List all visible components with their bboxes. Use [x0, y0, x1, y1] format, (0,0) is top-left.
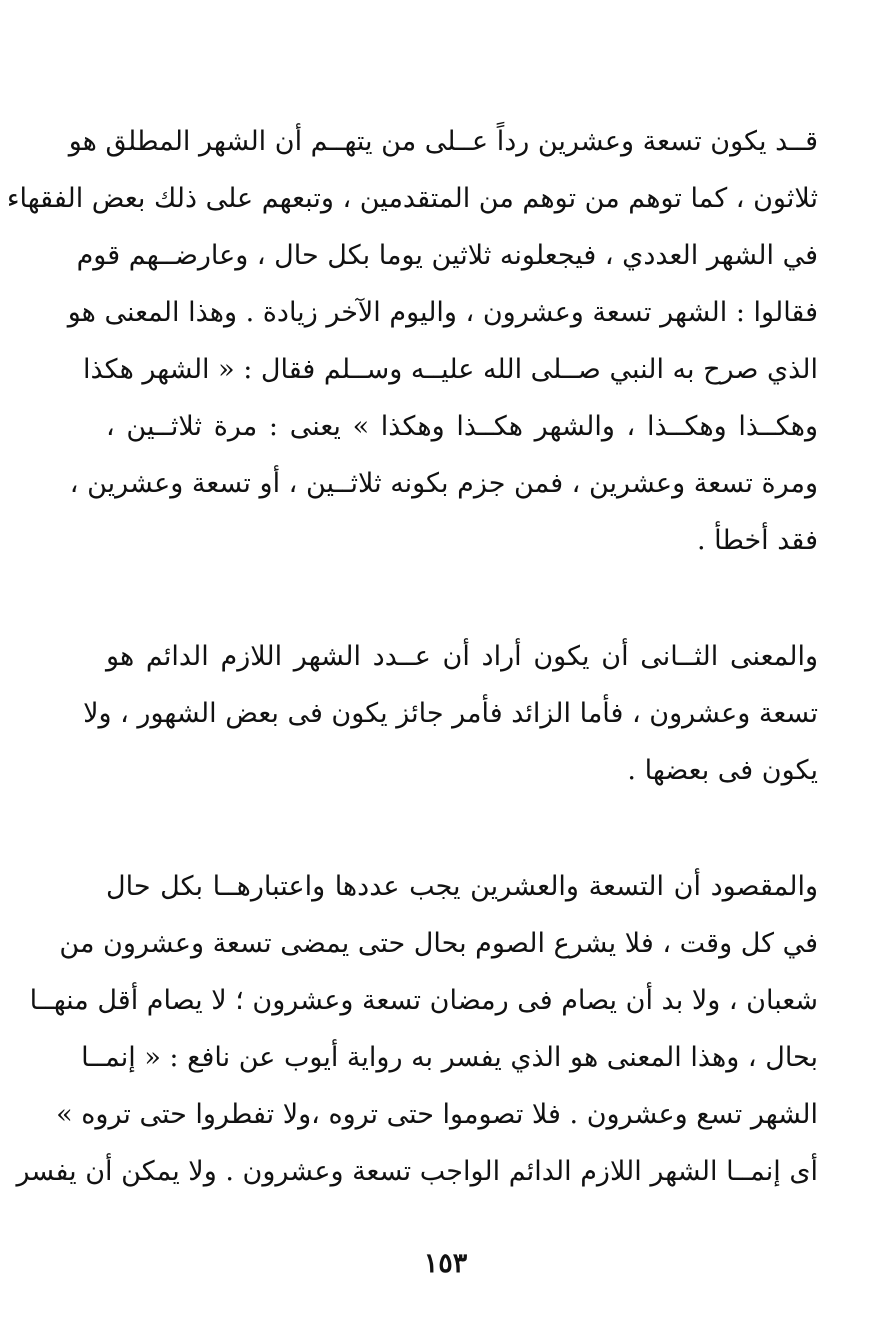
paragraph-2-line-3: يكون فى بعضها .: [627, 755, 818, 786]
paragraph-3-line-4: بحال ، وهذا المعنى هو الذي يفسر به رواية أيوب عن نافع : « إنمــا: [81, 1042, 818, 1073]
paragraph-2: [83, 628, 818, 799]
paragraph-3-line-6: أى إنمــا الشهر اللازم الدائم الواجب تسعة وعشرون . ولا يمكن أن يفسر: [16, 1156, 818, 1187]
paragraph-1-line-8: فقد أخطأ .: [696, 525, 818, 556]
paragraph-2-line-1: والمعنى الثــانى أن يكون أراد أن عــدد الشهر اللازم الدائم هو: [106, 641, 818, 672]
paragraph-1-line-5: الذي صرح به النبي صــلى الله عليــه وســلم فقال : « الشهر هكذا: [82, 354, 818, 385]
paragraph-3-line-1: والمقصود أن التسعة والعشرين يجب عددها واعتبارهــا بكل حال: [106, 871, 818, 902]
paragraph-1: [6, 113, 818, 569]
paragraph-3-line-2: في كل وقت ، فلا يشرع الصوم بحال حتى يمضى تسعة وعشرون من: [59, 928, 818, 959]
paragraph-3-line-3: شعبان ، ولا بد أن يصام فى رمضان تسعة وعشرون ؛ لا يصام أقل منهــا: [29, 985, 818, 1016]
paragraph-2-line-2: تسعة وعشرون ، فأما الزائد فأمر جائز يكون فى بعض الشهور ، ولا: [83, 698, 818, 729]
paragraph-1-line-6: وهكــذا وهكــذا ، والشهر هكــذا وهكذا » يعنى : مرة ثلاثــين ،: [106, 411, 818, 442]
paragraph-3-line-5: الشهر تسع وعشرون . فلا تصوموا حتى تروه ،ولا تفطروا حتى تروه »: [56, 1099, 818, 1130]
paragraph-1-line-2: ثلاثون ، كما توهم من توهم من المتقدمين ، وتبعهم على ذلك بعض الفقهاء: [6, 183, 818, 214]
paragraph-1-line-7: ومرة تسعة وعشرين ، فمن جزم بكونه ثلاثــين ، أو تسعة وعشرين ،: [69, 468, 818, 499]
paragraph-1-line-3: في الشهر العددي ، فيجعلونه ثلاثين يوما بكل حال ، وعارضــهم قوم: [76, 240, 818, 271]
paragraph-3: [16, 858, 818, 1200]
paragraph-1-line-4: فقالوا : الشهر تسعة وعشرون ، واليوم الآخر زيادة . وهذا المعنى هو: [67, 297, 818, 328]
page-number: ١٥٣: [423, 1248, 468, 1279]
paragraph-1-line-1: قــد يكون تسعة وعشرين رداً عــلى من يتهــم أن الشهر المطلق هو: [68, 126, 818, 157]
